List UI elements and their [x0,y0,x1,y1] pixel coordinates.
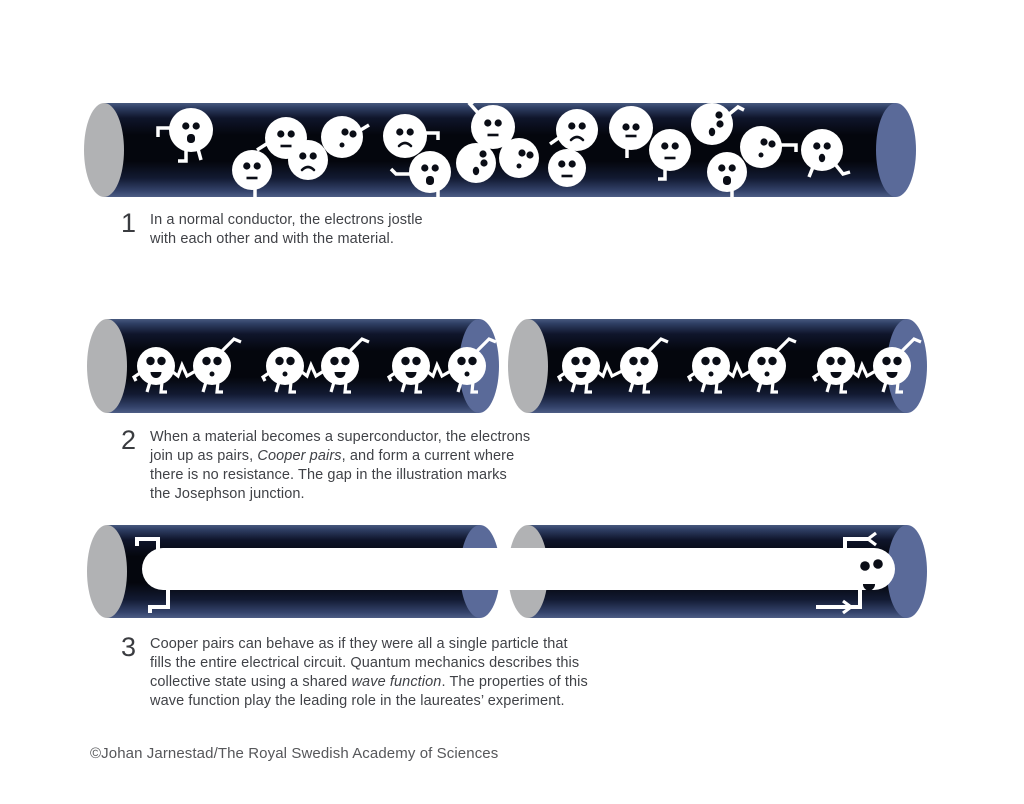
electron-eye [813,142,820,149]
cooper-electron [193,347,231,385]
electron-eye [254,162,261,169]
electron-eye [277,130,284,137]
tube-cap-left [87,525,127,618]
electron-eye [568,122,575,129]
cooper-electron [266,347,304,385]
step-number-2: 2 [121,425,137,455]
electron-eye [412,357,420,365]
caption-panel-2 [121,425,531,504]
cooper-electron [392,347,430,385]
electron-eye [718,164,725,171]
electron-eye [768,140,775,147]
electron-mouth-open [709,128,715,136]
electron [321,116,363,158]
tube-cap-left [87,319,127,413]
electron [383,114,427,158]
electron-eye [629,357,637,365]
electron-eye [182,122,189,129]
electron-eye [729,164,736,171]
electron-eye [701,357,709,365]
electron [232,150,272,190]
electron-eye [518,149,525,156]
electron-eye [480,159,487,166]
electron [649,129,691,171]
electron-eye [495,119,502,126]
electron-eye [396,128,403,135]
electron-eye [349,130,356,137]
tube-cap-left [84,103,124,197]
electron-eye [882,357,890,365]
tube-cap-right [876,103,916,197]
electron-mouth-dot [340,143,345,148]
cooper-electron [817,347,855,385]
electron-eye [622,123,629,130]
electron-mouth-dot [765,372,770,377]
electron-eye [468,357,476,365]
electron-mouth-dot [283,372,288,377]
electron-eye [479,150,486,157]
electron-eye [768,357,776,365]
electron-eye [571,357,579,365]
cooper-electron [873,347,911,385]
electron [691,103,733,145]
electron-eye [310,152,317,159]
caption-text-2: When a material becomes a superconductor, the electrons join up as pairs, Cooper pairs, and form a current where there is no resistance. The gap in the illustration marks the Josephson junction. [150,429,531,502]
electron-eye [526,151,533,158]
electron-eye [824,142,831,149]
electron-eye [421,164,428,171]
electron-eye [275,357,283,365]
electron-eye [401,357,409,365]
electron-eye [330,357,338,365]
electron-eye [146,357,154,365]
electron-eye [661,142,668,149]
electron-eye [243,162,250,169]
electron [707,152,747,192]
cooper-electron [137,347,175,385]
electron-eye [640,357,648,365]
electron-mouth-openfrown [187,134,195,143]
step-number-1: 1 [121,208,137,238]
electron [548,149,586,187]
electron-eye [716,120,723,127]
caption-text-1: In a normal conductor, the electrons jostle with each other and with the material. [150,212,423,247]
electron-eye [432,164,439,171]
electron [609,106,653,150]
credit-line: ©Johan Jarnestad/The Royal Swedish Academy of Sciences [90,745,499,762]
electron-eye [672,142,679,149]
electron-eye [286,357,294,365]
electron [801,129,843,171]
electron [456,143,496,183]
tube-cap-left [508,319,548,413]
electron [499,138,539,178]
electron [288,140,328,180]
electron-mouth-dot [759,153,764,158]
electron-eye [715,111,722,118]
cooper-electron [562,347,600,385]
cooper-electron [448,347,486,385]
step-number-3: 3 [121,632,137,662]
electron-eye [288,130,295,137]
electron-eye [157,357,165,365]
electron-mouth-openfrown [426,176,434,185]
cooper-electron [321,347,359,385]
electron-eye [341,357,349,365]
cooper-electron [748,347,786,385]
caption-panel-1 [121,208,423,249]
electron-mouth-open [473,167,479,175]
electron-eye [582,357,590,365]
electron-eye [202,357,210,365]
electron-eye [299,152,306,159]
electron-eye [837,357,845,365]
electron-mouth-open [819,154,825,162]
electron-eye [407,128,414,135]
electron-mouth-dot [517,164,522,169]
electron-eye [757,357,765,365]
electron [169,108,213,152]
caption-panel-3 [121,632,588,711]
electron-mouth-dot [465,372,470,377]
wave-function-particle [142,548,895,590]
electron-eye [893,357,901,365]
electron-eye [632,123,639,130]
electron-eye [579,122,586,129]
electron-eye [760,138,767,145]
electron [556,109,598,151]
electron-eye [193,122,200,129]
electron [740,126,782,168]
electron-eye [341,128,348,135]
electron-eye [213,357,221,365]
electron-eye [484,119,491,126]
electron-mouth-dot [709,372,714,377]
electron-mouth-openfrown [723,176,731,185]
caption-text-3: Cooper pairs can behave as if they were all a single particle that fills the entire electrical circuit. Quantum mechanics describes this collective state using a shared wave function. The properties of this wave function play the leading role in the laureates’ experiment. [150,636,588,709]
particle-eye [873,559,883,569]
electron-mouth-dot [210,372,215,377]
electron-eye [457,357,465,365]
electron-mouth-dot [637,372,642,377]
cooper-electron [692,347,730,385]
electron [409,151,451,193]
electron-eye [826,357,834,365]
cooper-electron [620,347,658,385]
particle-eye [860,561,870,571]
electron-eye [569,160,576,167]
electron-eye [712,357,720,365]
electron-eye [558,160,565,167]
